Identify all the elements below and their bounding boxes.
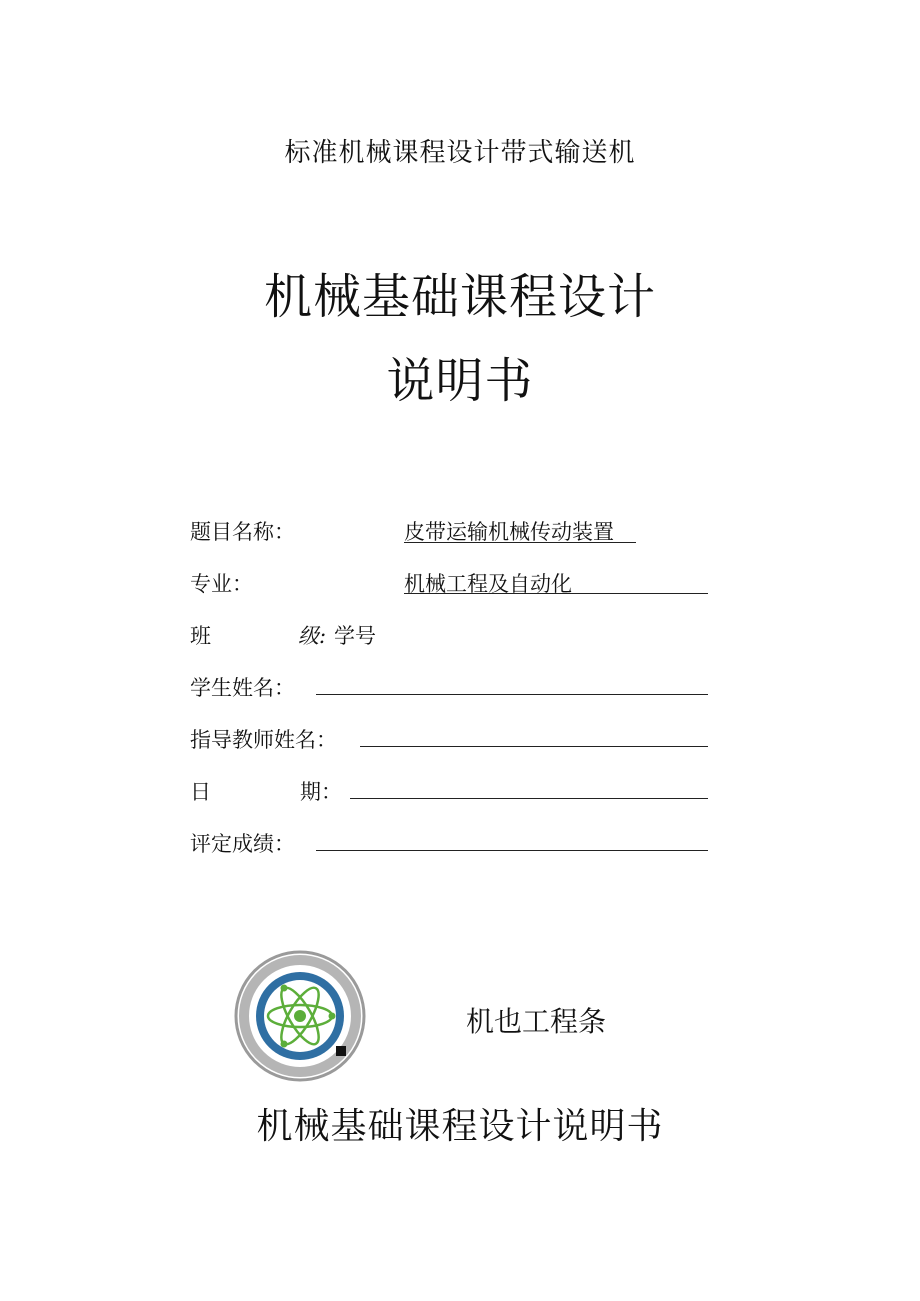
advisor-label: 指导教师姓名： bbox=[190, 728, 337, 752]
topic-value: 皮带运输机械传动装置 bbox=[404, 520, 614, 544]
date-label-suffix: 期： bbox=[300, 780, 342, 804]
footer-title: 机械基础课程设计说明书 bbox=[256, 1106, 664, 1147]
student-id-label: 学号 bbox=[334, 624, 376, 648]
grade-line[interactable] bbox=[316, 850, 708, 851]
department-name: 机也工程条 bbox=[466, 1005, 607, 1038]
major-underline bbox=[404, 593, 708, 594]
topic-underline bbox=[404, 542, 636, 543]
main-title: 机械基础课程设计 bbox=[263, 269, 656, 325]
major-value: 机械工程及自动化 bbox=[404, 572, 572, 596]
date-line[interactable] bbox=[350, 798, 708, 799]
class-label: 班 bbox=[190, 624, 211, 648]
student-name-label: 学生姓名： bbox=[190, 676, 295, 700]
grade-label: 评定成绩： bbox=[190, 832, 295, 856]
date-label: 日 bbox=[190, 780, 211, 804]
topic-label: 题目名称： bbox=[190, 520, 295, 544]
class-label-suffix: 级: bbox=[298, 624, 327, 648]
main-subtitle: 说明书 bbox=[386, 353, 534, 409]
major-label: 专业： bbox=[190, 572, 253, 596]
advisor-line[interactable] bbox=[360, 746, 708, 747]
university-logo-icon bbox=[232, 948, 368, 1084]
top-title: 标准机械课程设计带式输送机 bbox=[284, 138, 636, 168]
student-name-line[interactable] bbox=[316, 694, 708, 695]
